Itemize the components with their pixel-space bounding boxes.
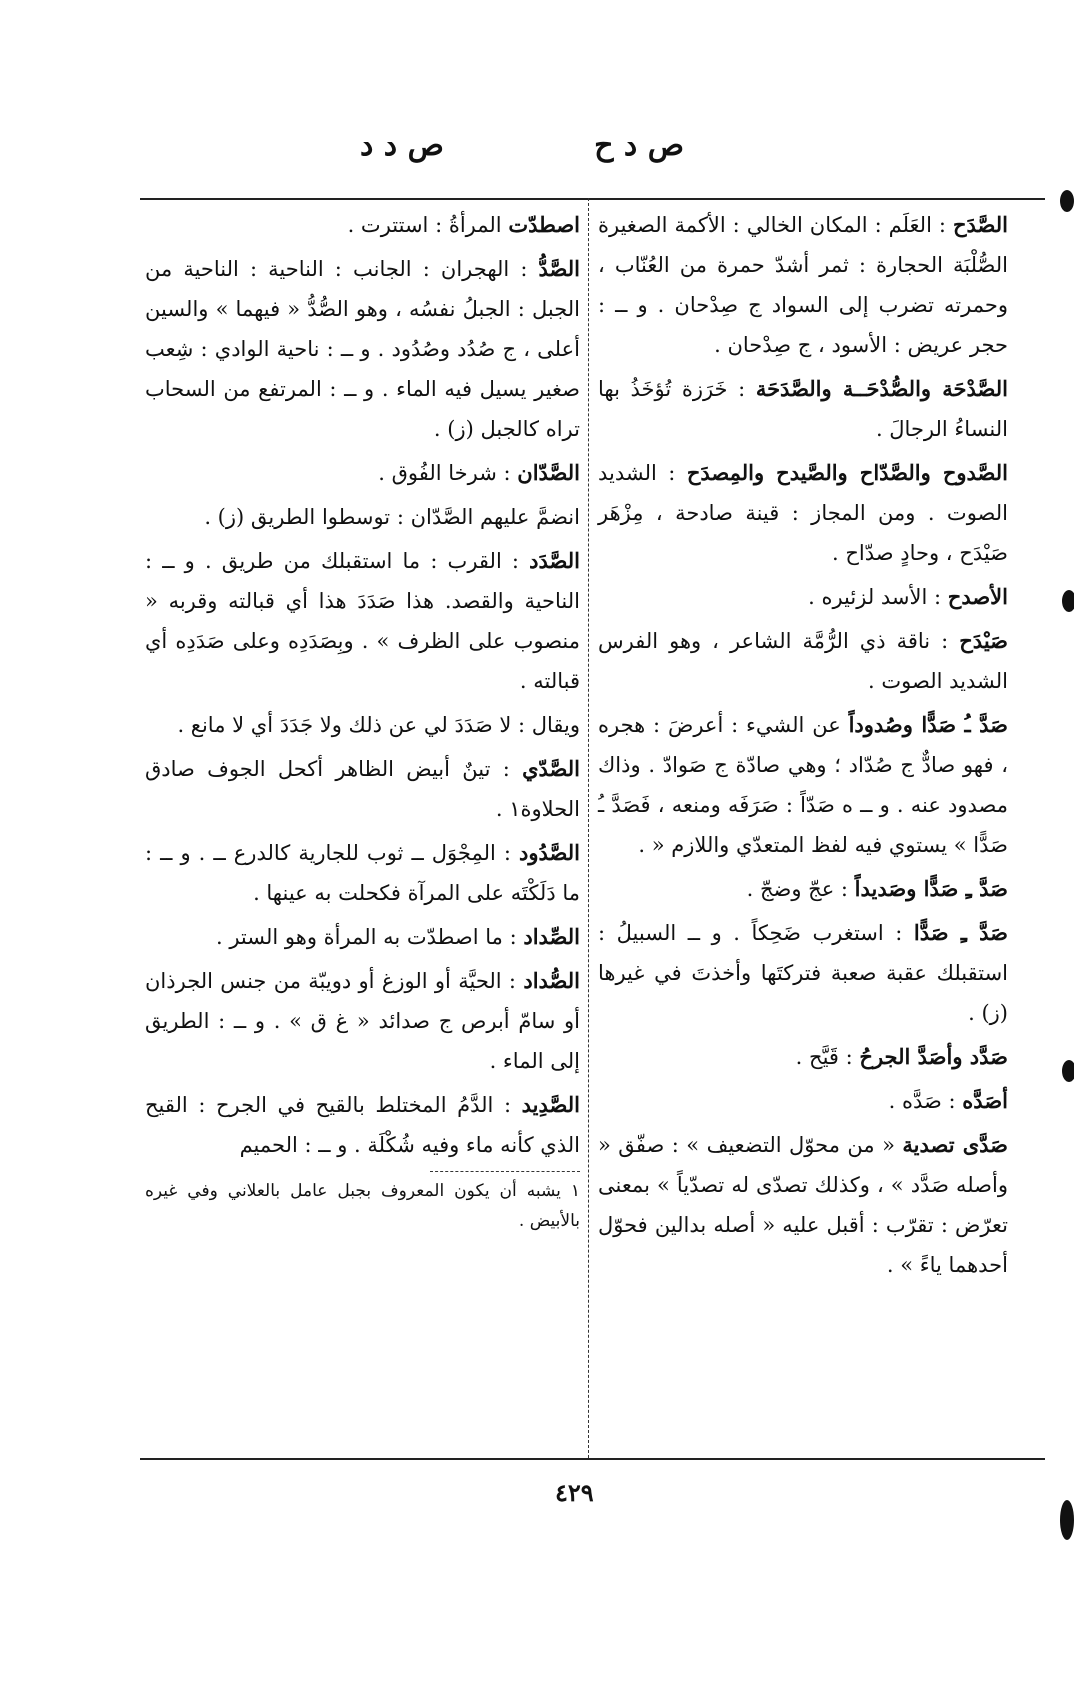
entry-definition: : تينٌ أبيض الظاهر أكحل الجوف صادق الحلاوة١ . bbox=[145, 757, 580, 821]
entry-headword: الصُّداد bbox=[523, 968, 580, 993]
dictionary-entry bbox=[598, 577, 1008, 617]
dictionary-entry bbox=[598, 369, 1008, 449]
entry-definition: : قَيَّح . bbox=[795, 1045, 853, 1069]
margin-mark bbox=[1062, 1060, 1074, 1082]
entry-definition: « من محوّل التضعيف » : صفّق « وأصله صَدَّد » ، وكذلك تصدّى له تصدّياً » بمعنى تعرّض : تقرّب : أقبل عليه « أصله بدالين فحوّل أحدهما ياءً » . bbox=[598, 1133, 1008, 1277]
dictionary-entry bbox=[145, 705, 580, 745]
entry-definition: : الحيَّة أو الوزغ أو دويبّة من جنس الجرذان أو سامّ أبرص ج صدائد « غ ق » . و ــ : الطريق إلى الماء . bbox=[145, 969, 580, 1073]
dictionary-entry bbox=[598, 1125, 1008, 1285]
dictionary-entry bbox=[145, 749, 580, 829]
entry-definition: : شرخا الفُوق . bbox=[378, 461, 511, 485]
entry-headword: الصَّدِيد bbox=[521, 1092, 580, 1117]
entry-headword: الصَّدّان bbox=[517, 460, 580, 485]
footnote: ١ يشبه أن يكون المعروف بجبل عامل بالعلاني وفي غيره بالأبيض . bbox=[145, 1181, 580, 1231]
header-root-right: ص د ح bbox=[594, 128, 684, 163]
entry-headword: الصَّدُّ bbox=[538, 256, 580, 281]
column-divider bbox=[588, 198, 590, 1458]
entry-definition: المرأةُ : استترت . bbox=[347, 213, 502, 237]
margin-mark bbox=[1060, 1500, 1074, 1540]
entry-headword: الصَّدّي bbox=[522, 756, 580, 781]
dictionary-entry bbox=[598, 453, 1008, 573]
entry-definition: : الأسد لزئيره . bbox=[808, 585, 942, 609]
entry-headword: صَيْدَح bbox=[959, 628, 1008, 653]
top-rule bbox=[140, 198, 1045, 200]
entry-definition: انضمَّ عليهم الصَّدّان : توسطوا الطريق (ز) . bbox=[204, 505, 580, 529]
entry-headword: الصَّدُود bbox=[519, 840, 580, 865]
dictionary-entry bbox=[598, 1081, 1008, 1121]
entry-definition: : الهجران : الجانب : الناحية : الناحية من الجبل : الجبلُ نفسُه ، وهو الصُّدُّ « فيهما » والسين أعلى ، ج صُدُد وصُدُود . و ــ : ناحية الوادي : شِعب صغير يسيل فيه الماء . و ــ : المرتفع من السحاب تراه كالجبل (ز) . bbox=[145, 257, 580, 441]
entry-definition: : صَدَّه . bbox=[888, 1089, 956, 1113]
page-header bbox=[140, 128, 904, 178]
entry-definition: : الدَّمُ المختلط بالقيح في الجرح : القيح الذي كأنه ماء وفيه شُكْلَة . و ــ : الحميم bbox=[145, 1093, 580, 1157]
entry-definition: : المِجْوَل ــ ثوب للجارية كالدرع ــ . و ــ : ما دَلَكْتَه على المرآة فكحلت به عينها . bbox=[145, 841, 580, 905]
entry-headword: الأصدح bbox=[947, 584, 1008, 609]
margin-mark bbox=[1060, 190, 1074, 212]
entry-definition: : ناقة ذي الرُّمَّة الشاعر ، وهو الفرس الشديد الصوت . bbox=[598, 629, 1008, 693]
entry-headword: صَدَّد وأصَدَّ الجرحُ bbox=[859, 1044, 1008, 1069]
right-column bbox=[598, 205, 1008, 1289]
entry-headword: الصَّدوح والصَّدّاح والصَّيدح والمِصدَح bbox=[686, 460, 1008, 485]
page-number: ٤٢٩ bbox=[555, 1478, 594, 1507]
entry-headword: صَدَّ ـُ صَدًّا وصُدوداً bbox=[848, 712, 1008, 737]
dictionary-entry bbox=[145, 497, 580, 537]
entry-headword: صَدَّ ـِ صَدًّا وصَديداً bbox=[854, 876, 1008, 901]
left-entries bbox=[145, 205, 580, 1165]
dictionary-entry bbox=[145, 205, 580, 245]
entry-headword: الصَّدَد bbox=[529, 548, 580, 573]
entry-headword: الصَّدَح bbox=[952, 212, 1008, 237]
dictionary-entry bbox=[145, 833, 580, 913]
dictionary-entry bbox=[598, 621, 1008, 701]
header-root-left: ص د د bbox=[360, 128, 444, 163]
entry-headword: الصَّدْحَة والصُّدْحَــة والصَّدَحَة bbox=[755, 376, 1008, 401]
dictionary-entry bbox=[598, 869, 1008, 909]
dictionary-entry bbox=[598, 1037, 1008, 1077]
entry-headword: اصطدّت bbox=[508, 212, 580, 237]
dictionary-entry bbox=[145, 961, 580, 1081]
bottom-rule bbox=[140, 1458, 1045, 1460]
entry-headword: صَدَّ ـِ صَدًّا bbox=[913, 920, 1008, 945]
entry-definition: ويقال : لا صَدَدَ لي عن ذلك ولا جَدَدَ أي لا مانع . bbox=[177, 713, 580, 737]
entry-definition: : العَلَم : المكان الخالي : الأكمة الصغيرة الصُّلْبَة الحجارة : ثمر أشدّ حمرة من العُنّاب ، وحمرته تضرب إلى السواد ج صِدْحان . و ــ : حجر عريض : الأسود ، ج صِدْحان . bbox=[598, 213, 1008, 357]
entry-headword: الصِّداد bbox=[523, 924, 580, 949]
entry-definition: : الشديد الصوت . ومن المجاز : قينة صادحة ، مِزْهَر صَيْدَح ، وحادٍ صدّاح . bbox=[598, 461, 1008, 565]
dictionary-entry bbox=[145, 541, 580, 701]
dictionary-entry bbox=[145, 249, 580, 449]
entry-definition: : القرب : ما استقبلك من طريق . و ــ : الناحية والقصد. هذا صَدَدَ هذا أي قبالته وقربه « منصوب على الظرف » . وبِصَدَدِه وعلى صَدَدِه أي قبالته . bbox=[145, 549, 580, 693]
entry-definition: : استغرب ضَحِكاً . و ــ السبيلُ : استقبلك عقبة صعبة فتركتَها وأخذتَ في غيرها (ز) . bbox=[598, 921, 1008, 1025]
entry-definition: : عجّ وضجّ . bbox=[746, 877, 848, 901]
entry-headword: صَدَّى تصدية bbox=[902, 1132, 1008, 1157]
dictionary-entry bbox=[145, 917, 580, 957]
dictionary-entry bbox=[145, 1085, 580, 1165]
dictionary-entry bbox=[145, 453, 580, 493]
left-column bbox=[145, 205, 580, 1236]
entry-definition: عن الشيء : أعرضَ : هجره ، فهو صادٌّ ج صُدّاد ؛ وهي صادّة ج صَوادّ . وذاك مصدود عنه . و ــ ه صَدّاً : صَرَفَه ومنعه ، فَصَدَّ ـُ صَدًّا » يستوي فيه لفظ المتعدّي واللازم « . bbox=[598, 713, 1008, 857]
entry-definition: : خَرَزة تُؤخَذُ بها النساءُ الرجالَ . bbox=[598, 377, 1008, 441]
dictionary-entry bbox=[598, 205, 1008, 365]
footnote-rule bbox=[430, 1171, 580, 1172]
dictionary-entry bbox=[598, 705, 1008, 865]
entry-definition: : ما اصطدّت به المرأة وهو الستر . bbox=[215, 925, 517, 949]
dictionary-entry bbox=[598, 913, 1008, 1033]
margin-mark bbox=[1062, 590, 1074, 612]
entry-headword: أصَدَّه bbox=[962, 1088, 1008, 1113]
